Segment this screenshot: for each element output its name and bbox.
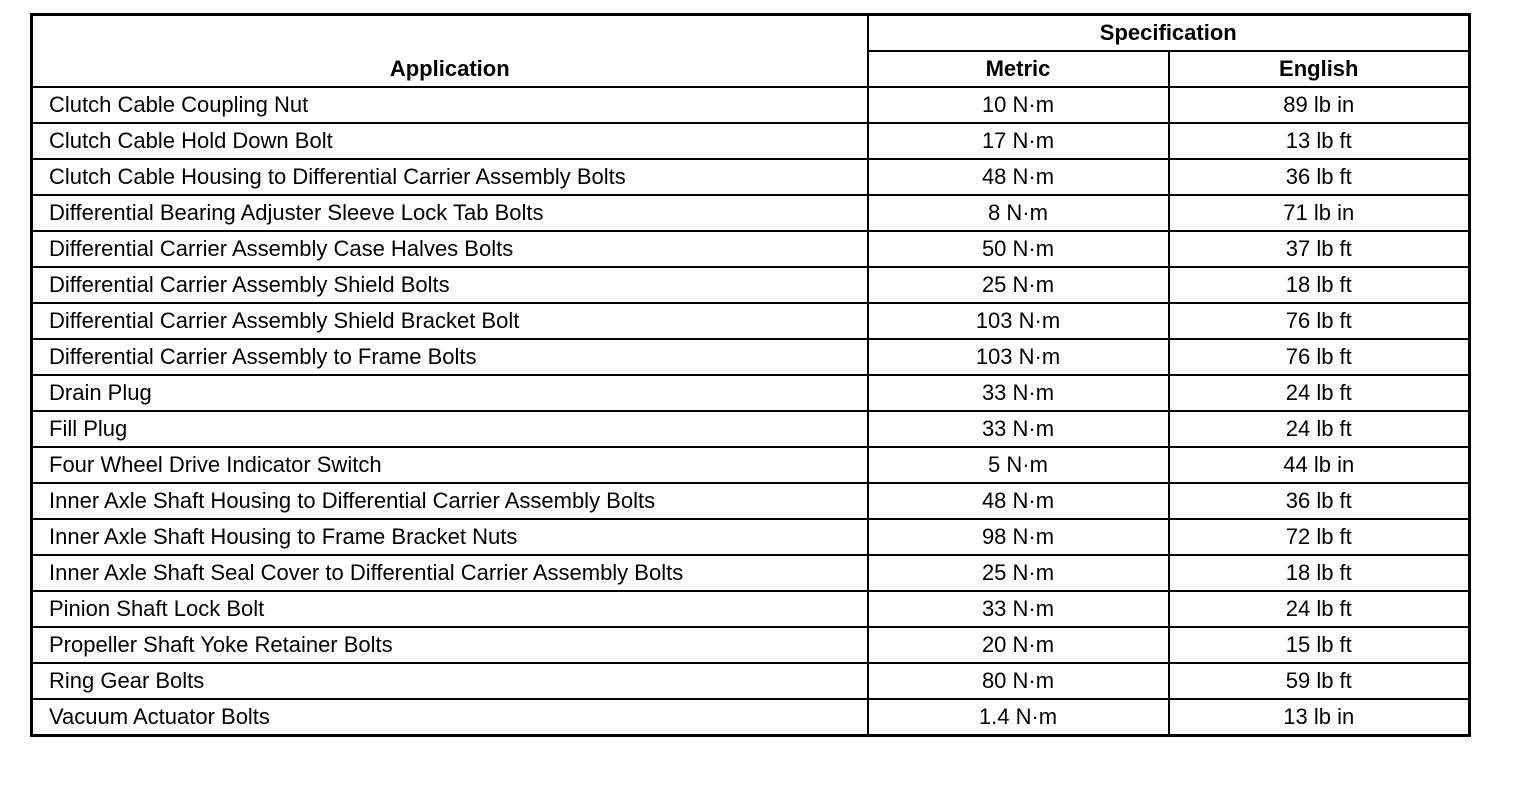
metric-cell: 17 N·m (868, 123, 1169, 159)
metric-column-header: Metric (868, 51, 1169, 87)
english-cell: 36 lb ft (1169, 159, 1470, 195)
english-cell: 36 lb ft (1169, 483, 1470, 519)
application-column-header: Application (32, 15, 868, 88)
english-cell: 13 lb ft (1169, 123, 1470, 159)
metric-cell: 103 N·m (868, 303, 1169, 339)
table-row (32, 591, 1470, 627)
application-cell: Inner Axle Shaft Housing to Differential Carrier Assembly Bolts (32, 483, 868, 519)
metric-cell: 80 N·m (868, 663, 1169, 699)
application-cell: Clutch Cable Hold Down Bolt (32, 123, 868, 159)
application-cell: Inner Axle Shaft Seal Cover to Differential Carrier Assembly Bolts (32, 555, 868, 591)
english-cell: 24 lb ft (1169, 375, 1470, 411)
metric-cell: 48 N·m (868, 159, 1169, 195)
english-cell: 76 lb ft (1169, 339, 1470, 375)
table-row (32, 303, 1470, 339)
metric-cell: 33 N·m (868, 375, 1169, 411)
english-cell: 18 lb ft (1169, 555, 1470, 591)
english-column-header: English (1169, 51, 1470, 87)
table-row (32, 627, 1470, 663)
table-body (32, 87, 1470, 736)
application-cell: Ring Gear Bolts (32, 663, 868, 699)
english-cell: 37 lb ft (1169, 231, 1470, 267)
metric-cell: 5 N·m (868, 447, 1169, 483)
header-row-top (32, 15, 1470, 52)
table-row (32, 699, 1470, 736)
application-cell: Fill Plug (32, 411, 868, 447)
application-cell: Inner Axle Shaft Housing to Frame Bracket Nuts (32, 519, 868, 555)
application-cell: Propeller Shaft Yoke Retainer Bolts (32, 627, 868, 663)
english-cell: 24 lb ft (1169, 411, 1470, 447)
english-cell: 59 lb ft (1169, 663, 1470, 699)
english-cell: 72 lb ft (1169, 519, 1470, 555)
english-cell: 24 lb ft (1169, 591, 1470, 627)
table-row (32, 519, 1470, 555)
table-row (32, 555, 1470, 591)
application-cell: Four Wheel Drive Indicator Switch (32, 447, 868, 483)
specification-column-header: Specification (868, 15, 1470, 52)
metric-cell: 50 N·m (868, 231, 1169, 267)
table-row (32, 195, 1470, 231)
metric-cell: 10 N·m (868, 87, 1169, 123)
metric-cell: 48 N·m (868, 483, 1169, 519)
metric-cell: 103 N·m (868, 339, 1169, 375)
application-cell: Differential Bearing Adjuster Sleeve Lock Tab Bolts (32, 195, 868, 231)
english-cell: 44 lb in (1169, 447, 1470, 483)
english-cell: 15 lb ft (1169, 627, 1470, 663)
english-cell: 89 lb in (1169, 87, 1470, 123)
application-cell: Differential Carrier Assembly Case Halves Bolts (32, 231, 868, 267)
metric-cell: 25 N·m (868, 267, 1169, 303)
table-row (32, 267, 1470, 303)
table-row (32, 663, 1470, 699)
table-row (32, 375, 1470, 411)
application-cell: Vacuum Actuator Bolts (32, 699, 868, 736)
english-cell: 18 lb ft (1169, 267, 1470, 303)
application-cell: Differential Carrier Assembly to Frame Bolts (32, 339, 868, 375)
table-row (32, 411, 1470, 447)
table-header (32, 15, 1470, 88)
english-cell: 13 lb in (1169, 699, 1470, 736)
english-cell: 71 lb in (1169, 195, 1470, 231)
english-cell: 76 lb ft (1169, 303, 1470, 339)
table-row (32, 159, 1470, 195)
metric-cell: 33 N·m (868, 411, 1169, 447)
metric-cell: 20 N·m (868, 627, 1169, 663)
application-cell: Pinion Shaft Lock Bolt (32, 591, 868, 627)
application-cell: Differential Carrier Assembly Shield Bracket Bolt (32, 303, 868, 339)
fastener-specification-table (30, 13, 1471, 737)
table-row (32, 231, 1470, 267)
application-cell: Clutch Cable Housing to Differential Carrier Assembly Bolts (32, 159, 868, 195)
table-row (32, 483, 1470, 519)
table-row (32, 447, 1470, 483)
table-row (32, 87, 1470, 123)
table-row (32, 339, 1470, 375)
metric-cell: 98 N·m (868, 519, 1169, 555)
table-row (32, 123, 1470, 159)
metric-cell: 33 N·m (868, 591, 1169, 627)
metric-cell: 25 N·m (868, 555, 1169, 591)
metric-cell: 1.4 N·m (868, 699, 1169, 736)
application-cell: Differential Carrier Assembly Shield Bolts (32, 267, 868, 303)
application-cell: Clutch Cable Coupling Nut (32, 87, 868, 123)
application-cell: Drain Plug (32, 375, 868, 411)
metric-cell: 8 N·m (868, 195, 1169, 231)
